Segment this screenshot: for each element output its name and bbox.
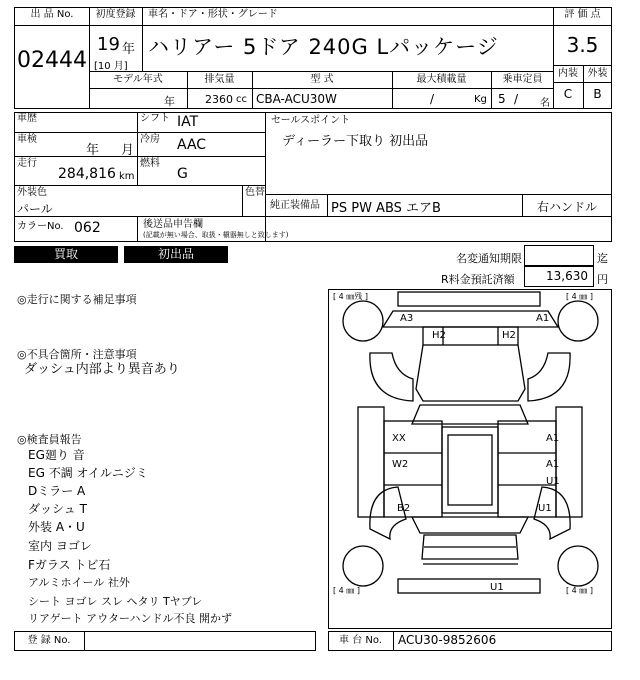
handle: 右ハンドル bbox=[536, 200, 597, 214]
displacement-unit: cc bbox=[236, 94, 247, 105]
model-year-unit: 年 bbox=[164, 95, 175, 108]
capacity-label: 乗車定員 bbox=[502, 74, 543, 85]
type: CBA-ACU30W bbox=[256, 92, 337, 106]
shift: IAT bbox=[177, 114, 199, 130]
inspection-year: 年 bbox=[86, 143, 100, 158]
inspector-line: ダッシュ T bbox=[28, 502, 87, 516]
interior-grade: C bbox=[563, 87, 573, 101]
capacity-sep: / bbox=[514, 92, 519, 106]
mark-door-fl: XX bbox=[392, 433, 406, 444]
mark-front-left: A3 bbox=[400, 313, 414, 324]
tire-label-rr: [ 4 ㎜ ] bbox=[566, 586, 593, 595]
chassis-no: ACU30-9852606 bbox=[398, 633, 497, 647]
model-year-label: モデル年式 bbox=[113, 74, 163, 85]
aftermarket-note: (記載が無い場合、取扱・槇器無しと致します) bbox=[143, 231, 289, 239]
mark-door-fr: A1 bbox=[546, 433, 560, 444]
exterior-label: 外装 bbox=[587, 68, 608, 79]
score-label: 評 価 点 bbox=[564, 9, 601, 20]
max-load-sep: / bbox=[430, 92, 435, 106]
tire-label-rl: [ 4 ㎜ ] bbox=[333, 586, 360, 595]
first-reg-year: 19 bbox=[97, 34, 120, 55]
history-label: 車歴 bbox=[17, 113, 37, 124]
color-change-label: 色替 bbox=[245, 187, 265, 198]
exterior-color: パール bbox=[17, 202, 53, 216]
chassis-label: 車 台 No. bbox=[339, 635, 382, 646]
score: 3.5 bbox=[566, 33, 599, 57]
mark-rear-right: U1 bbox=[538, 503, 552, 514]
recycle-amount: 13,630 bbox=[546, 269, 588, 283]
capacity: 5 bbox=[498, 92, 506, 106]
mileage-unit: km bbox=[119, 171, 135, 182]
recycle-label: R料金預託済額 bbox=[441, 273, 515, 286]
first-reg-label: 初度登録 bbox=[95, 9, 136, 20]
equipment-label: 純正装備品 bbox=[270, 200, 320, 211]
tire-label-fl: [ 4 ㎜残 ] bbox=[333, 292, 368, 301]
reg-no-label: 登 録 No. bbox=[27, 635, 71, 646]
inspector-line: 室内 ヨゴレ bbox=[28, 539, 92, 553]
defects-text: ダッシュ内部より異音あり bbox=[24, 362, 180, 377]
inspector-line: リアゲート アウターハンドル不良 開かず bbox=[28, 612, 233, 625]
exterior-grade: B bbox=[593, 87, 602, 101]
sales-point-label: セールスポイント bbox=[271, 115, 351, 126]
defects-title: ◎不具合箇所・注意事項 bbox=[17, 348, 137, 361]
first-listing-badge: 初出品 bbox=[124, 246, 228, 263]
mileage: 284,816 bbox=[58, 166, 116, 182]
inspection-month: 月 bbox=[121, 143, 135, 158]
displacement-label: 排気量 bbox=[204, 74, 235, 85]
recycle-unit: 円 bbox=[597, 273, 608, 286]
interior-label: 内装 bbox=[558, 68, 578, 79]
ac-label: 冷房 bbox=[140, 134, 160, 145]
mark-door-rl: W2 bbox=[392, 459, 409, 470]
mark-bumper-rear: U1 bbox=[490, 582, 504, 593]
color-no: 062 bbox=[74, 220, 101, 236]
mark-door-rr2: U1 bbox=[546, 476, 560, 487]
name-change-field bbox=[524, 245, 594, 266]
displacement: 2360 bbox=[205, 93, 233, 106]
inspector-line: EG 不調 オイルニジミ bbox=[28, 466, 148, 480]
type-label: 型 式 bbox=[310, 74, 334, 85]
aftermarket-label: 後送品申告欄 bbox=[143, 219, 203, 230]
driving-title: ◎走行に関する補足事項 bbox=[17, 293, 137, 306]
lot-no-label: 出 品 No. bbox=[30, 9, 74, 20]
first-reg-month: [10 月] bbox=[94, 61, 128, 72]
inspector-line: アルミホイール 社外 bbox=[28, 576, 130, 589]
car-diagram bbox=[328, 289, 612, 629]
ac: AAC bbox=[177, 137, 207, 153]
fuel: G bbox=[177, 166, 188, 182]
shift-label: シフト bbox=[140, 113, 170, 124]
car-name-label: 車名・ドア・形状・グレード bbox=[148, 9, 278, 20]
inspector-line: Fガラス トビ石 bbox=[28, 558, 111, 572]
exterior-color-label: 外装色 bbox=[17, 187, 47, 198]
sales-point: ディーラー下取り 初出品 bbox=[282, 134, 429, 149]
equipment: PS PW ABS エアB bbox=[331, 201, 441, 216]
car-name: ハリアー 5ドア 240G Lパッケージ bbox=[148, 35, 499, 59]
mark-front-right: A1 bbox=[536, 313, 550, 324]
inspection-label: 車検 bbox=[17, 134, 37, 145]
mark-door-rr: A1 bbox=[546, 459, 560, 470]
name-change-label: 名変通知期限 bbox=[456, 252, 522, 265]
inspector-line: 外装 A・U bbox=[28, 520, 85, 534]
inspector-line: Dミラー A bbox=[28, 484, 86, 498]
mileage-label: 走行 bbox=[17, 158, 37, 169]
max-load-label: 最大積載量 bbox=[416, 74, 467, 85]
first-reg-year-unit: 年 bbox=[122, 42, 136, 57]
inspector-line: EG廻り 音 bbox=[28, 448, 85, 462]
inspector-line: シート ヨゴレ スレ ヘタリ Tヤブレ bbox=[28, 595, 203, 608]
mark-hood-left: H2 bbox=[432, 330, 446, 341]
mark-rear-left: B2 bbox=[397, 503, 411, 514]
color-no-label: カラーNo. bbox=[17, 221, 64, 232]
inspector-title: ◎検査員報告 bbox=[17, 433, 82, 446]
tire-label-fr: [ 4 ㎜ ] bbox=[566, 292, 593, 301]
max-load-unit: Kg bbox=[474, 94, 487, 105]
mark-hood-right: H2 bbox=[502, 330, 516, 341]
purchase-badge: 買取 bbox=[14, 246, 118, 263]
name-change-unit: 迄 bbox=[597, 252, 608, 265]
fuel-label: 燃料 bbox=[140, 158, 160, 169]
capacity-unit: 名 bbox=[540, 98, 550, 109]
lot-no: 02444 bbox=[17, 48, 87, 73]
